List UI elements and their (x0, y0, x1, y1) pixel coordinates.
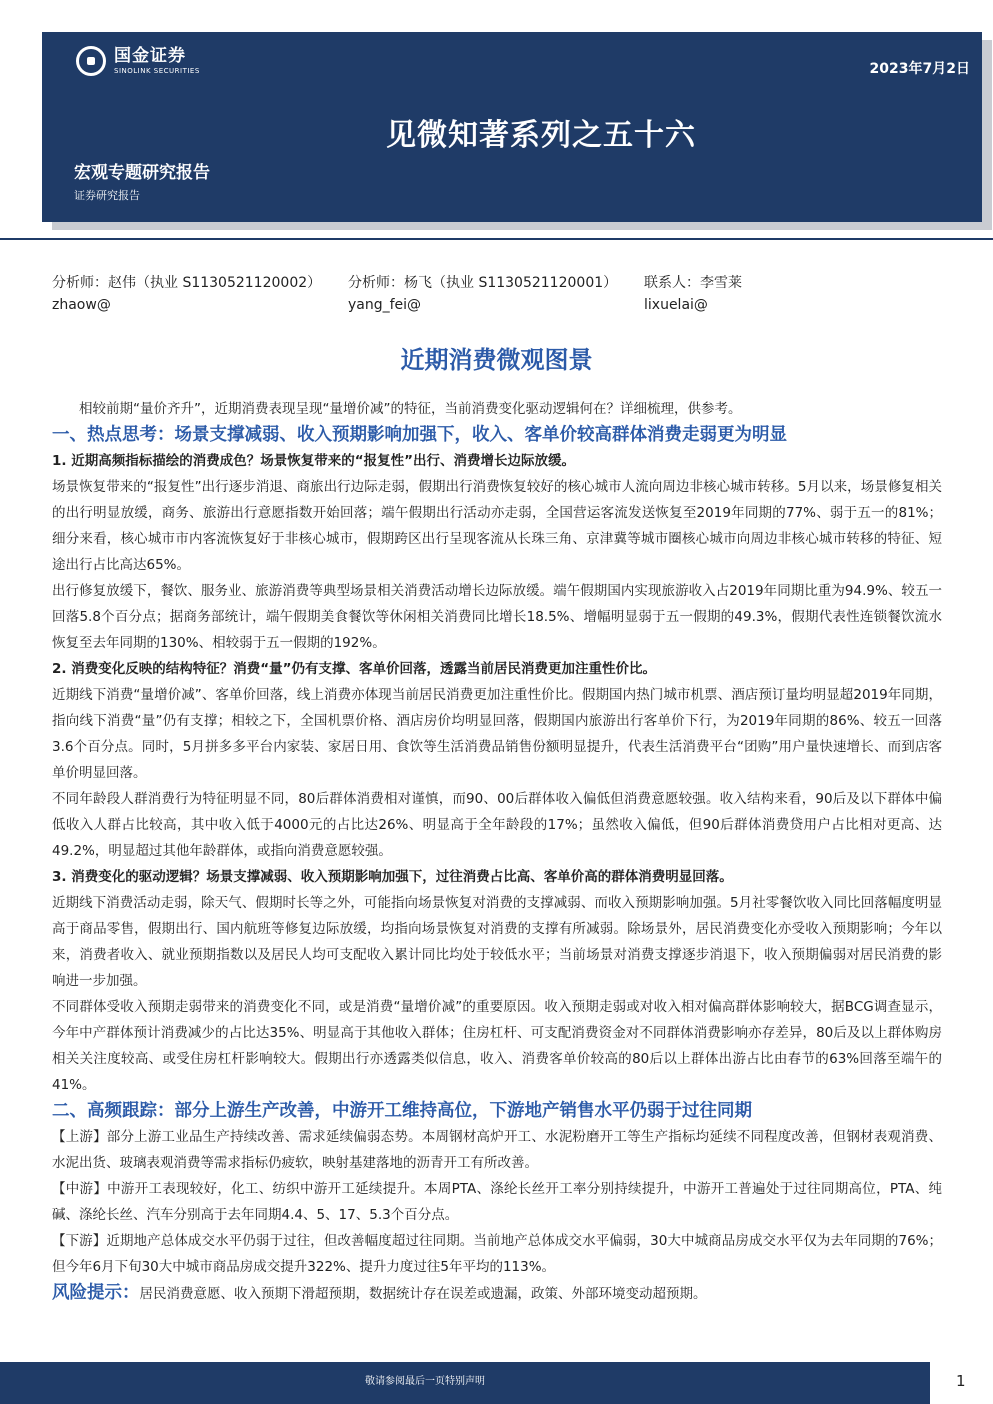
paragraph: 出行修复放缓下，餐饮、服务业、旅游消费等典型场景相关消费活动增长边际放缓。端午假期国内实现旅游收入占2019年同期比重为94.9%、较五一回落5.8个百分点；据商务部统计，端午假期美食餐饮等休闲相关消费同比增长18.5%、增幅明显弱于五一假期的49.3%，假期代表性连锁餐饮流水恢复至去年同期的130%、相较弱于五一假期的192%。 (52, 583, 942, 651)
section-2-heading: 二、高频跟踪：部分上游生产改善，中游开工维持高位，下游地产销售水平仍弱于过往同期 (52, 1101, 752, 1121)
risk-paragraph (52, 1280, 942, 1307)
report-date: 2023年7月2日 (869, 61, 970, 77)
analyst-info: 分析师：杨飞（执业 S1130521120001） (348, 275, 618, 291)
report-category: 证券研究报告 (74, 189, 140, 202)
report-body (52, 396, 942, 1307)
paragraph: 近期线下消费“量增价减”、客单价回落，线上消费亦体现当前居民消费更加注重性价比。假期国内热门城市机票、酒店预订量均明显超2019年同期，指向线下消费“量”仍有支撑；相较之下，全国机票价格、酒店房价均明显回落，假期国内旅游出行客单价下行，为2019年同期的86%、较五一回落3.6个百分点。同时，5月拼多多平台内家装、家居日用、食饮等生活消费品销售份额明显提升，代表生活消费平台“团购”用户量快速增长、而到店客单价明显回落。 (52, 687, 942, 781)
header-divider (0, 238, 993, 240)
contact-li (644, 272, 742, 316)
subsection-2-heading: 2. 消费变化反映的结构特征？消费“量”仍有支撑、客单价回落，透露当前居民消费更加注重性价比。 (52, 661, 656, 677)
paragraph: 不同年龄段人群消费行为特征明显不同，80后群体消费相对谨慎，而90、00后群体收入偏低但消费意愿较强。收入结构来看，90后及以下群体中偏低收入人群占比较高，其中收入低于4000元的占比达26%、明显高于全年龄段的17%；虽然收入偏低，但90后群体消费贷用户占比相对更高、达49.2%，明显超过其他年龄群体，或指向消费意愿较强。 (52, 791, 942, 859)
paragraph: 场景恢复带来的“报复性”出行逐步消退、商旅出行边际走弱，假期出行消费恢复较好的核心城市人流向周边非核心城市转移。5月以来，场景修复相关的出行明显放缓，商务、旅游出行意愿指数开始回落；端午假期出行活动亦走弱，全国营运客流发送恢复至2019年同期的77%、弱于五一的81%；细分来看，核心城市市内客流恢复好于非核心城市，假期跨区出行呈现客流从长珠三角、京津冀等城市圈核心城市向周边非核心城市转移的特征、短途出行占比高达65%。 (52, 479, 942, 573)
report-type: 宏观专题研究报告 (74, 163, 210, 183)
paragraph: 不同群体受收入预期走弱带来的消费变化不同，或是消费“量增价减”的重要原因。收入预期走弱或对收入相对偏高群体影响较大，据BCG调查显示，今年中产群体预计消费减少的占比达35%、明显高于其他收入群体；住房杠杆、可支配消费资金对不同群体消费影响亦存差异，80后及以上群体购房相关关注度较高、或受住房杠杆影响较大。假期出行亦透露类似信息，收入、消费客单价较高的80后以上群体出游占比由春节的63%回落至端午的41%。 (52, 999, 942, 1093)
downstream-paragraph: 【下游】近期地产总体成交水平仍弱于过往，但改善幅度超过往同期。当前地产总体成交水平偏弱，30大中城商品房成交水平仅为去年同期的76%；但今年6月下旬30大中城市商品房成交提升322%、提升力度过往5年平均的113%。 (52, 1233, 942, 1275)
contact-email: lixuelai@ (644, 297, 708, 313)
main-title: 近期消费微观图景 (400, 346, 593, 374)
logo-name-cn: 国金证券 (114, 45, 186, 66)
subsection-1-heading: 1. 近期高频指标描绘的消费成色？场景恢复带来的“报复性”出行、消费增长边际放缓。 (52, 453, 575, 469)
logo-name-en: SINOLINK SECURITIES (114, 66, 200, 75)
contact-info: 联系人：李雪莱 (644, 275, 742, 291)
midstream-paragraph: 【中游】中游开工表现较好，化工、纺织中游开工延续提升。本周PTA、涤纶长丝开工率分别持续提升，中游开工普遍处于过往同期高位，PTA、纯碱、涤纶长丝、汽车分别高于去年同期4.4、5、17、5.3个百分点。 (52, 1181, 942, 1223)
page-number: 1 (956, 1372, 966, 1390)
analyst-yang (348, 272, 617, 316)
subsection-3-heading: 3. 消费变化的驱动逻辑？场景支撑减弱、收入预期影响加强下，过往消费占比高、客单价高的群体消费明显回落。 (52, 869, 733, 885)
analyst-email: yang_fei@ (348, 297, 422, 313)
logo-mark-icon (76, 46, 106, 76)
series-title: 见微知著系列之五十六 (386, 118, 696, 153)
risk-text: 居民消费意愿、收入预期下滑超预期，数据统计存在误差或遗漏，政策、外部环境变动超预期。 (139, 1286, 707, 1302)
upstream-paragraph: 【上游】部分上游工业品生产持续改善、需求延续偏弱态势。本周钢材高炉开工、水泥粉磨开工等生产指标均延续不同程度改善，但钢材表观消费、水泥出货、玻璃表观消费等需求指标仍疲软，映射基建落地的沥青开工有所改善。 (52, 1129, 942, 1171)
company-logo (76, 46, 200, 76)
risk-label: 风险提示： (52, 1283, 140, 1303)
section-1-heading: 一、热点思考：场景支撑减弱、收入预期影响加强下，收入、客单价较高群体消费走弱更为明显 (52, 425, 787, 445)
analyst-email: zhaow@ (52, 297, 111, 313)
analyst-info: 分析师：赵伟（执业 S1130521120002） (52, 275, 322, 291)
footer-bar (0, 1362, 930, 1404)
intro-paragraph: 相较前期“量价齐升”，近期消费表现呈现“量增价减”的特征，当前消费变化驱动逻辑何在？详细梳理，供参考。 (79, 401, 742, 417)
analyst-zhao (52, 272, 321, 316)
footer-disclaimer-note: 敬请参阅最后一页特别声明 (365, 1376, 485, 1387)
report-header (42, 32, 982, 222)
paragraph: 近期线下消费活动走弱，除天气、假期时长等之外，可能指向场景恢复对消费的支撑减弱、而收入预期影响加强。5月社零餐饮收入同比回落幅度明显高于商品零售，假期出行、国内航班等修复边际放缓，均指向场景恢复对消费的支撑有所减弱。除场景外，居民消费变化亦受收入预期影响；今年以来，消费者收入、就业预期指数以及居民人均可支配收入累计同比均处于较低水平；当前场景对消费支撑逐步消退下，收入预期偏弱对居民消费的影响进一步加强。 (52, 895, 942, 989)
